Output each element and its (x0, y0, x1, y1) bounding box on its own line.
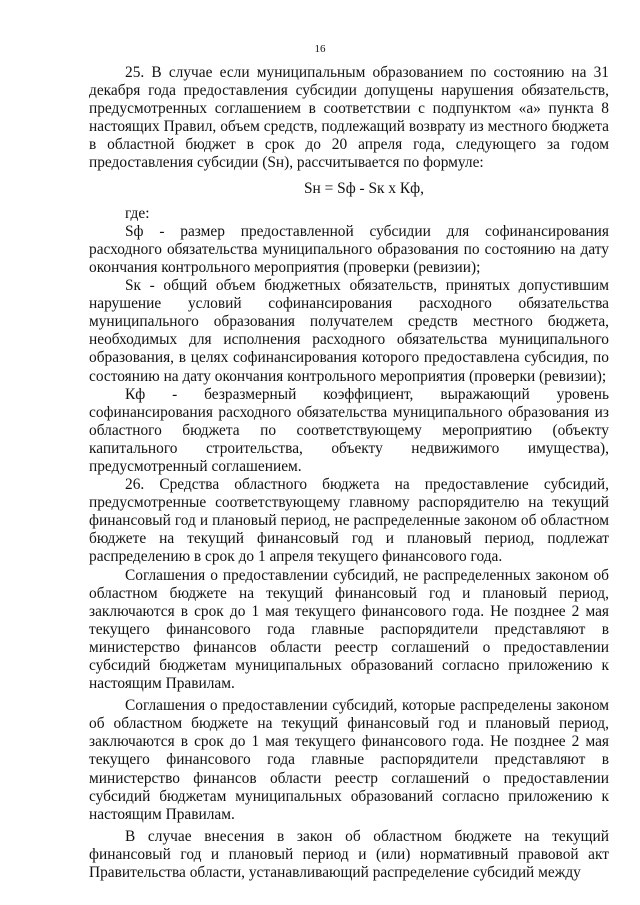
definition-kf: Кф - безразмерный коэффициент, выражающий уровень софинансирования расходного обязательства муниципального образования из областного бюджета по соответствующему мероприятию (объекту капитального строительства, объекту недвижимого имущества), предусмотренный соглашением. (89, 385, 609, 475)
definition-sf: Sф - размер предоставленной субсидии для софинансирования расходного обязательства муниципального образования по состоянию на дату окончания контрольного мероприятия (проверки (ревизии); (89, 222, 609, 276)
paragraph-25: 25. В случае если муниципальным образованием по состоянию на 31 декабря года предоставления субсидии допущены нарушения обязательств, предусмотренных соглашением в соответствии с подпунктом «а» пункта 8 настоящих Правил, объем средств, подлежащий возврату из местного бюджета в областной бюджет в срок до 20 апреля года, следующего за годом предоставления субсидии (Sн), рассчитывается по формуле: (89, 64, 609, 172)
definition-sk: Sк - общий объем бюджетных обязательств, принятых допустившим нарушение условий софинансирования расходного обязательства муниципального образования получателем средств местного бюджета, необходимых для исполнения расходного обязательства муниципального образования, в целях софинансирования которого предоставлена субсидия, по состоянию на дату окончания контрольного мероприятия (проверки (ревизии); (89, 277, 609, 385)
page-number: 16 (314, 43, 326, 55)
formula: Sн = Sф - Sк х Кф, (303, 179, 425, 197)
paragraph-26: 26. Средства областного бюджета на предоставление субсидий, предусмотренные соответствующему главному распорядителю на текущий финансовый год и плановый период, не распределенные законом об областном бюджете на текущий финансовый год и плановый период, подлежат распределению в срок до 1 апреля текущего финансового года. (89, 476, 609, 566)
paragraph-agreements-undistributed: Соглашения о предоставлении субсидий, не распределенных законом об областном бюджете на текущий финансовый год и плановый период, заключаются в срок до 1 мая текущего финансового года. Не позднее 2 мая текущего финансового года главные распорядители представляют в министерство финансов области реестр соглашений о предоставлении субсидий бюджетам муниципальных образований согласно приложению к настоящим Правилам. (89, 566, 609, 693)
document-body (89, 64, 609, 882)
where-label: где: (125, 204, 150, 222)
paragraph-amendments: В случае внесения в закон об областном бюджете на текущий финансовый год и плановый период и (или) нормативный правовой акт Правительства области, устанавливающий распределение субсидий между (89, 827, 609, 882)
paragraph-agreements-distributed: Соглашения о предоставлении субсидий, которые распределены законом об областном бюджете на текущий финансовый год и плановый период, заключаются в срок до 1 мая текущего финансового года. Не позднее 2 мая текущего финансового года главные распорядители представляют в министерство финансов области реестр соглашений о предоставлении субсидий бюджетам муниципальных образований согласно приложению к настоящим Правилам. (89, 697, 609, 823)
